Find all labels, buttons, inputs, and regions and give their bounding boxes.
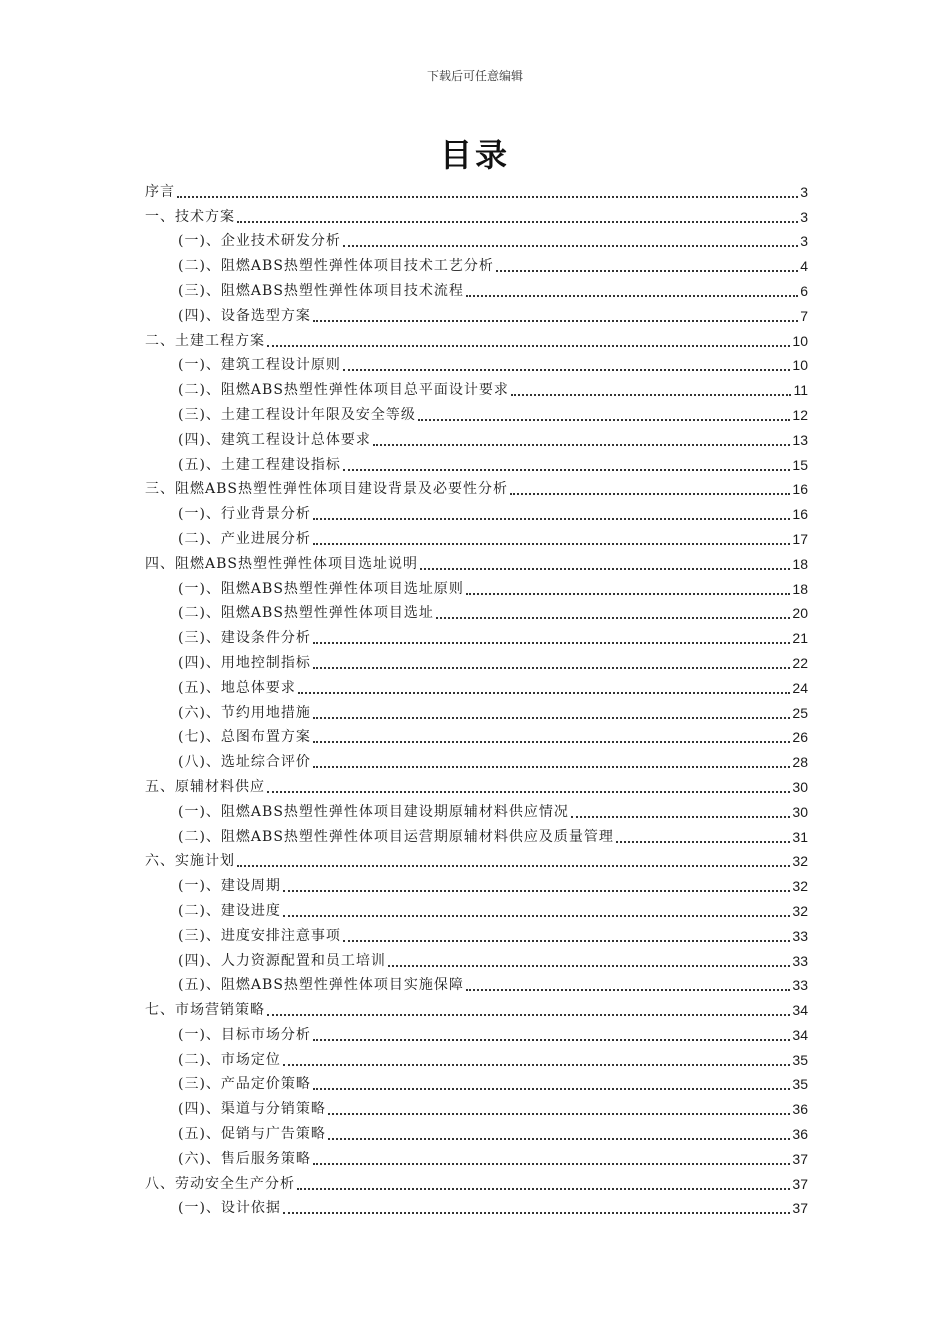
dot-leader xyxy=(283,915,790,917)
dot-leader xyxy=(466,295,798,297)
toc-entry-label: (七)、总图布置方案 xyxy=(178,729,311,746)
dot-leader xyxy=(313,1039,790,1041)
toc-entry-page: 37 xyxy=(792,1150,808,1167)
toc-entry-label: (四)、用地控制指标 xyxy=(178,654,311,671)
toc-entry-label: (六)、节约用地措施 xyxy=(178,704,311,721)
toc-entry-label: (二)、产业进展分析 xyxy=(178,530,311,547)
toc-entry[interactable] xyxy=(145,399,808,424)
toc-entry[interactable] xyxy=(145,474,808,499)
toc-entry[interactable] xyxy=(145,201,808,226)
dot-leader xyxy=(267,791,790,793)
dot-leader xyxy=(418,419,790,421)
toc-entry[interactable] xyxy=(145,1118,808,1143)
toc-entry[interactable] xyxy=(145,523,808,548)
dot-leader xyxy=(283,1212,790,1214)
toc-entry-label: (一)、建筑工程设计原则 xyxy=(178,357,341,374)
toc-entry-page: 22 xyxy=(792,654,808,671)
toc-entry-page: 32 xyxy=(792,853,808,870)
toc-entry-page: 7 xyxy=(800,307,808,324)
toc-entry[interactable] xyxy=(145,746,808,771)
toc-entry-label: (三)、阻燃ABS热塑性弹性体项目技术流程 xyxy=(178,282,464,299)
toc-entry-page: 33 xyxy=(792,952,808,969)
toc-entry-page: 31 xyxy=(792,828,808,845)
toc-entry-page: 24 xyxy=(792,679,808,696)
toc-entry-page: 37 xyxy=(792,1200,808,1217)
toc-entry-label: (四)、设备选型方案 xyxy=(178,307,311,324)
toc-entry-page: 18 xyxy=(792,580,808,597)
toc-entry-page: 28 xyxy=(792,754,808,771)
dot-leader xyxy=(328,1138,790,1140)
toc-entry-label: (三)、产品定价策略 xyxy=(178,1076,311,1093)
toc-entry-page: 32 xyxy=(792,902,808,919)
toc-entry[interactable] xyxy=(145,771,808,796)
dot-leader xyxy=(511,394,792,396)
dot-leader xyxy=(313,518,790,520)
toc-entry-page: 17 xyxy=(792,530,808,547)
toc-entry-label: (二)、市场定位 xyxy=(178,1051,281,1068)
toc-entry-page: 20 xyxy=(792,605,808,622)
toc-entry-label: (一)、阻燃ABS热塑性弹性体项目选址原则 xyxy=(178,580,464,597)
toc-entry[interactable] xyxy=(145,1069,808,1094)
toc-entry[interactable] xyxy=(145,1019,808,1044)
toc-entry-page: 34 xyxy=(792,1002,808,1019)
toc-entry-label: (二)、阻燃ABS热塑性弹性体项目技术工艺分析 xyxy=(178,258,494,275)
toc-entry-page: 11 xyxy=(793,382,808,399)
dot-leader xyxy=(571,816,791,818)
toc-entry[interactable] xyxy=(145,821,808,846)
toc-entry[interactable] xyxy=(145,796,808,821)
header-note: 下载后可任意编辑 xyxy=(426,69,523,83)
toc-entry[interactable] xyxy=(145,226,808,251)
toc-entry-page: 3 xyxy=(800,208,808,225)
toc-entry-page: 33 xyxy=(792,927,808,944)
toc-entry-label: (五)、地总体要求 xyxy=(178,679,296,696)
toc-entry-label: (八)、选址综合评价 xyxy=(178,754,311,771)
dot-leader xyxy=(510,493,790,495)
toc-entry-label: (一)、目标市场分析 xyxy=(178,1026,311,1043)
toc-entry-page: 33 xyxy=(792,977,808,994)
dot-leader xyxy=(313,1163,790,1165)
dot-leader xyxy=(313,717,790,719)
dot-leader xyxy=(436,617,791,619)
toc-entry-page: 15 xyxy=(792,456,808,473)
toc-entry-label: (一)、阻燃ABS热塑性弹性体项目建设期原辅材料供应情况 xyxy=(178,803,569,820)
toc-entry-label: (三)、土建工程设计年限及安全等级 xyxy=(178,406,416,423)
toc-entry[interactable] xyxy=(145,970,808,995)
toc-entry-label: (一)、行业背景分析 xyxy=(178,506,311,523)
toc-entry[interactable] xyxy=(145,895,808,920)
toc-entry-page: 34 xyxy=(792,1026,808,1043)
toc-entry[interactable] xyxy=(145,250,808,275)
toc-entry-page: 3 xyxy=(800,183,808,200)
toc-entry[interactable] xyxy=(145,176,808,201)
toc-entry-label: 四、阻燃ABS热塑性弹性体项目选址说明 xyxy=(145,555,418,572)
toc-entry-label: (六)、售后服务策略 xyxy=(178,1150,311,1167)
dot-leader xyxy=(343,369,790,371)
toc-entry[interactable] xyxy=(145,300,808,325)
toc-entry-label: 三、阻燃ABS热塑性弹性体项目建设背景及必要性分析 xyxy=(145,481,508,498)
dot-leader xyxy=(313,642,790,644)
toc-entry-page: 21 xyxy=(792,630,808,647)
toc-entry-label: 一、技术方案 xyxy=(145,208,235,225)
toc-entry-page: 3 xyxy=(800,233,808,250)
dot-leader xyxy=(373,444,790,446)
toc-entry[interactable] xyxy=(145,275,808,300)
toc-entry-page: 35 xyxy=(792,1076,808,1093)
toc-entry-page: 18 xyxy=(792,555,808,572)
toc-entry[interactable] xyxy=(145,697,808,722)
toc-entry-label: (三)、进度安排注意事项 xyxy=(178,927,341,944)
toc-entry-label: 序言 xyxy=(145,183,175,200)
dot-leader xyxy=(297,1188,790,1190)
toc-entry-label: 七、市场营销策略 xyxy=(145,1002,265,1019)
toc-entry-page: 37 xyxy=(792,1175,808,1192)
toc-entry-page: 30 xyxy=(792,803,808,820)
toc-entry[interactable] xyxy=(145,870,808,895)
toc-entry[interactable] xyxy=(145,374,808,399)
toc-entry-page: 30 xyxy=(792,778,808,795)
toc-entry-page: 4 xyxy=(800,258,808,275)
toc-entry-label: (二)、建设进度 xyxy=(178,902,281,919)
toc-entry[interactable] xyxy=(145,573,808,598)
dot-leader xyxy=(466,989,791,991)
dot-leader xyxy=(313,766,790,768)
dot-leader xyxy=(267,345,790,347)
dot-leader xyxy=(343,940,790,942)
toc-entry[interactable] xyxy=(145,1143,808,1168)
toc-entry[interactable] xyxy=(145,498,808,523)
toc-entry-label: 六、实施计划 xyxy=(145,853,235,870)
toc-entry[interactable] xyxy=(145,350,808,375)
toc-entry-label: (三)、建设条件分析 xyxy=(178,630,311,647)
toc-entry[interactable] xyxy=(145,622,808,647)
toc-entry-label: (五)、促销与广告策略 xyxy=(178,1126,326,1143)
dot-leader xyxy=(343,245,798,247)
dot-leader xyxy=(313,543,790,545)
toc-entry-label: (四)、人力资源配置和员工培训 xyxy=(178,952,386,969)
toc-entry-page: 16 xyxy=(792,481,808,498)
toc-entry[interactable] xyxy=(145,1168,808,1193)
toc-title: 目录 xyxy=(439,136,510,174)
toc-entry[interactable] xyxy=(145,994,808,1019)
table-of-contents xyxy=(145,176,808,1217)
dot-leader xyxy=(313,741,790,743)
dot-leader xyxy=(313,1088,790,1090)
toc-entry[interactable] xyxy=(145,1044,808,1069)
dot-leader xyxy=(177,196,798,198)
toc-entry-page: 6 xyxy=(800,282,808,299)
dot-leader xyxy=(343,469,790,471)
dot-leader xyxy=(237,865,790,867)
dot-leader xyxy=(283,890,790,892)
toc-entry-page: 10 xyxy=(792,357,808,374)
toc-entry-label: (五)、土建工程建设指标 xyxy=(178,456,341,473)
toc-entry-label: (四)、建筑工程设计总体要求 xyxy=(178,431,371,448)
toc-entry[interactable] xyxy=(145,424,808,449)
toc-entry-page: 25 xyxy=(792,704,808,721)
toc-entry-label: (二)、阻燃ABS热塑性弹性体项目选址 xyxy=(178,605,434,622)
toc-entry-label: (一)、建设周期 xyxy=(178,878,281,895)
toc-entry-page: 35 xyxy=(792,1051,808,1068)
toc-entry-label: 八、劳动安全生产分析 xyxy=(145,1175,295,1192)
toc-entry[interactable] xyxy=(145,945,808,970)
toc-entry-label: (一)、企业技术研发分析 xyxy=(178,233,341,250)
toc-entry[interactable] xyxy=(145,1093,808,1118)
toc-entry-page: 16 xyxy=(792,506,808,523)
dot-leader xyxy=(283,1064,790,1066)
toc-entry-page: 36 xyxy=(792,1101,808,1118)
toc-entry[interactable] xyxy=(145,647,808,672)
dot-leader xyxy=(298,692,790,694)
toc-entry[interactable] xyxy=(145,672,808,697)
toc-entry[interactable] xyxy=(145,722,808,747)
dot-leader xyxy=(496,270,798,272)
toc-entry-label: (二)、阻燃ABS热塑性弹性体项目运营期原辅材料供应及质量管理 xyxy=(178,828,614,845)
toc-entry[interactable] xyxy=(145,449,808,474)
dot-leader xyxy=(237,221,798,223)
toc-entry[interactable] xyxy=(145,325,808,350)
dot-leader xyxy=(466,593,791,595)
dot-leader xyxy=(420,568,790,570)
dot-leader xyxy=(313,667,790,669)
toc-entry[interactable] xyxy=(145,920,808,945)
toc-entry-label: (四)、渠道与分销策略 xyxy=(178,1101,326,1118)
toc-entry-page: 36 xyxy=(792,1126,808,1143)
toc-entry-label: (二)、阻燃ABS热塑性弹性体项目总平面设计要求 xyxy=(178,382,509,399)
toc-entry-page: 13 xyxy=(792,431,808,448)
toc-entry[interactable] xyxy=(145,548,808,573)
toc-entry[interactable] xyxy=(145,846,808,871)
toc-entry-page: 26 xyxy=(792,729,808,746)
dot-leader xyxy=(388,965,790,967)
toc-entry-label: 五、原辅材料供应 xyxy=(145,778,265,795)
toc-entry-label: (五)、阻燃ABS热塑性弹性体项目实施保障 xyxy=(178,977,464,994)
dot-leader xyxy=(313,320,798,322)
toc-entry-label: (一)、设计依据 xyxy=(178,1200,281,1217)
dot-leader xyxy=(328,1113,790,1115)
toc-entry[interactable] xyxy=(145,1193,808,1218)
toc-entry-page: 12 xyxy=(792,406,808,423)
toc-entry[interactable] xyxy=(145,598,808,623)
dot-leader xyxy=(267,1014,790,1016)
toc-entry-label: 二、土建工程方案 xyxy=(145,332,265,349)
toc-entry-page: 32 xyxy=(792,878,808,895)
dot-leader xyxy=(616,841,791,843)
toc-entry-page: 10 xyxy=(792,332,808,349)
